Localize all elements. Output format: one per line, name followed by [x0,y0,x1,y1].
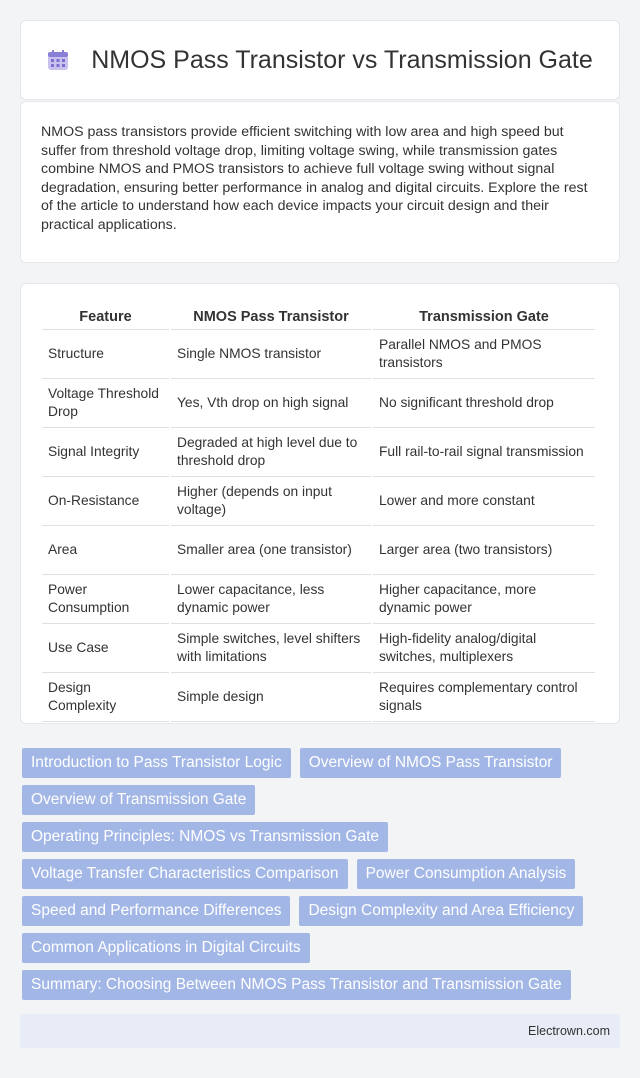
table-row [42,428,595,477]
calendar-grid-icon [47,49,69,71]
tag-row [22,785,622,822]
table-cell: Power Consumption [42,575,169,624]
table-cell: Parallel NMOS and PMOS transistors [373,330,595,379]
page-title: NMOS Pass Transistor vs Transmission Gate [91,45,593,74]
intro-paragraph: NMOS pass transistors provide efficient switching with low area and high speed but suffer from threshold voltage drop, limiting voltage swing, while transmission gates combine NMOS and PMOS transistors to achieve full voltage swing without signal degradation, ensuring better performance in analog and digital circuits. Explore the rest of the article to understand how each device impacts your circuit design and their practical applications. [41,124,588,233]
topic-tags [22,748,622,1007]
table-cell: Signal Integrity [42,428,169,477]
table-cell: Area [42,526,169,575]
table-cell: Use Case [42,624,169,673]
footer-site-name: Electrown.com [528,1024,610,1038]
table-cell: Degraded at high level due to threshold drop [171,428,371,477]
comparison-table [40,304,597,722]
footer [20,1014,620,1048]
table-cell: Simple design [171,673,371,722]
tag-row [22,748,622,785]
table-cell: On-Resistance [42,477,169,526]
topic-tag[interactable]: Design Complexity and Area Efficiency [299,896,583,926]
table-cell: Single NMOS transistor [171,330,371,379]
table-cell: Larger area (two transistors) [373,526,595,575]
table-cell: Higher capacitance, more dynamic power [373,575,595,624]
title-card [20,20,620,100]
table-row [42,624,595,673]
topic-tag[interactable]: Power Consumption Analysis [357,859,576,889]
tag-row [22,896,622,933]
column-header-transmission-gate: Transmission Gate [373,304,595,330]
topic-tag[interactable]: Common Applications in Digital Circuits [22,933,310,963]
table-row [42,477,595,526]
table-cell: Smaller area (one transistor) [171,526,371,575]
tag-row [22,970,622,1007]
topic-tag[interactable]: Operating Principles: NMOS vs Transmission Gate [22,822,388,852]
table-row [42,330,595,379]
table-cell: Requires complementary control signals [373,673,595,722]
table-cell: Simple switches, level shifters with limitations [171,624,371,673]
topic-tag[interactable]: Summary: Choosing Between NMOS Pass Transistor and Transmission Gate [22,970,571,1000]
topic-tag[interactable]: Introduction to Pass Transistor Logic [22,748,291,778]
column-header-feature: Feature [42,304,169,330]
table-cell: Yes, Vth drop on high signal [171,379,371,428]
table-cell: Full rail-to-rail signal transmission [373,428,595,477]
topic-tag[interactable]: Voltage Transfer Characteristics Comparison [22,859,348,889]
table-row [42,379,595,428]
tag-row [22,933,622,970]
table-cell: Structure [42,330,169,379]
table-cell: Voltage Threshold Drop [42,379,169,428]
table-cell: Design Complexity [42,673,169,722]
table-cell: No significant threshold drop [373,379,595,428]
comparison-table-card [20,283,620,724]
column-header-nmos: NMOS Pass Transistor [171,304,371,330]
table-header-row [42,304,595,330]
topic-tag[interactable]: Speed and Performance Differences [22,896,290,926]
table-cell: Lower and more constant [373,477,595,526]
tag-row [22,859,622,896]
table-row [42,673,595,722]
intro-card [20,101,620,263]
tag-row [22,822,622,859]
topic-tag[interactable]: Overview of NMOS Pass Transistor [300,748,562,778]
table-row [42,575,595,624]
table-cell: Lower capacitance, less dynamic power [171,575,371,624]
topic-tag[interactable]: Overview of Transmission Gate [22,785,255,815]
table-cell: High-fidelity analog/digital switches, multiplexers [373,624,595,673]
table-row [42,526,595,575]
table-cell: Higher (depends on input voltage) [171,477,371,526]
